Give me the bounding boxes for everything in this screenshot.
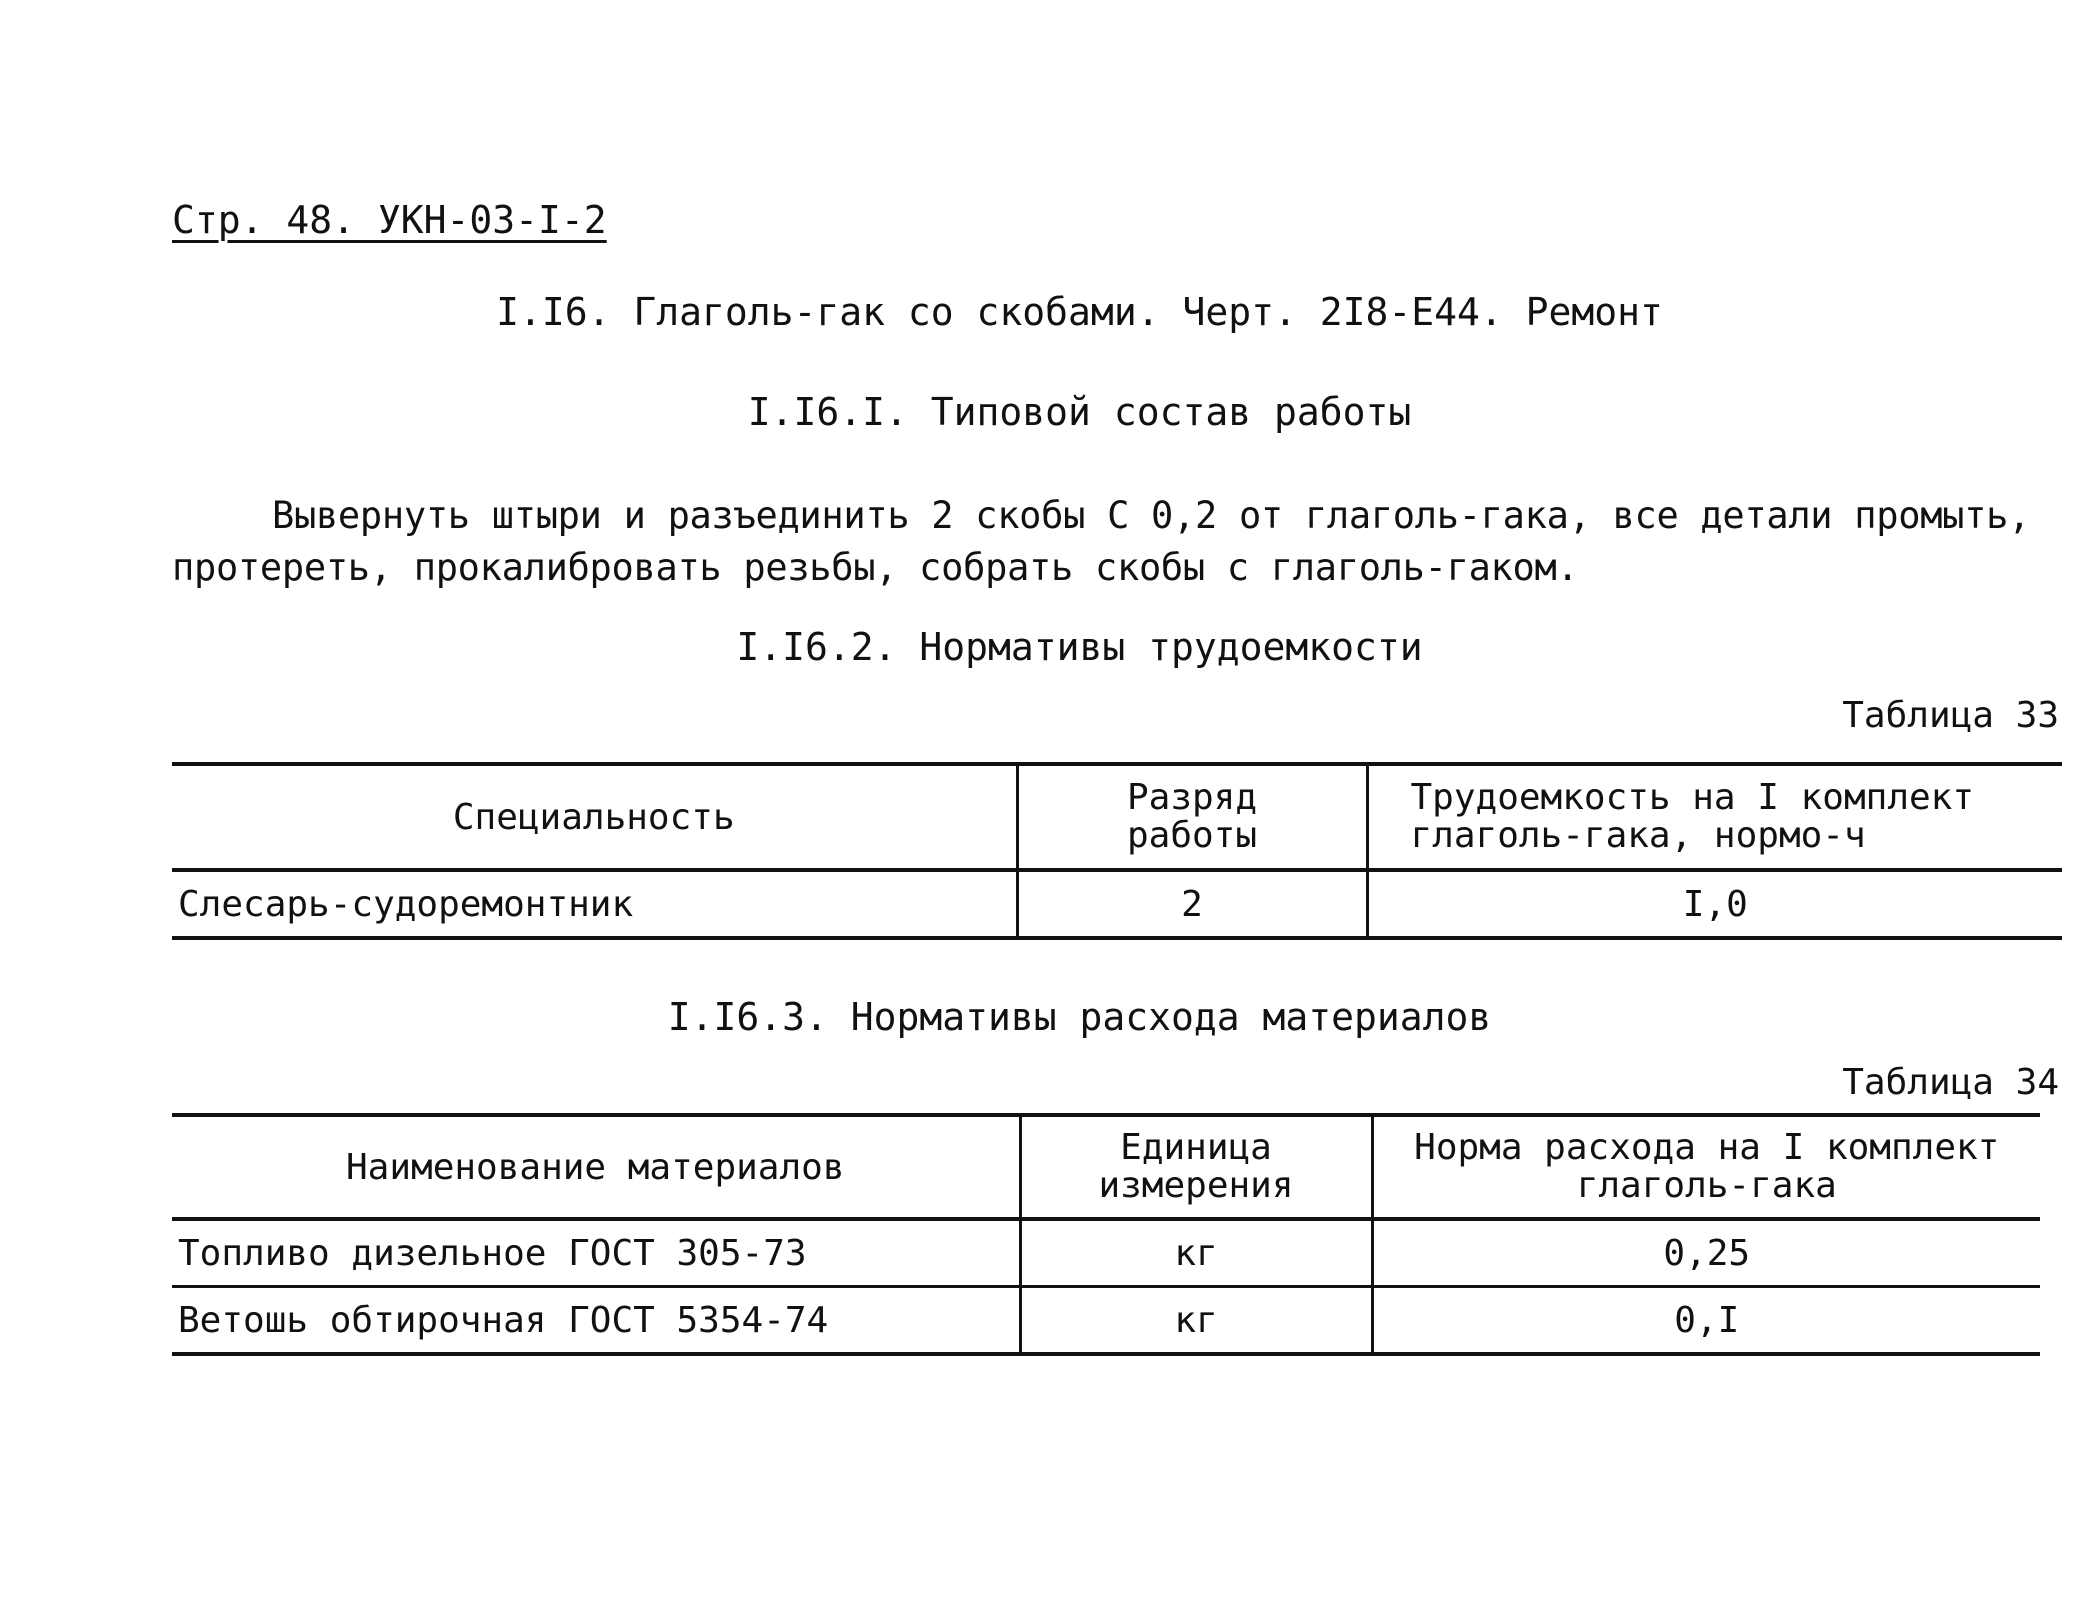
cell-norm: 0,25 — [1372, 1219, 2040, 1287]
column-header-grade-line1: Разряд — [1126, 777, 1258, 818]
subsection-title-labor-norms: I.I6.2. Нормативы трудоемкости — [736, 625, 1423, 669]
table-header-row — [172, 764, 2062, 870]
section-title: I.I6. Глаголь-гак со скобами. Черт. 2I8-Е44. Ремонт — [496, 290, 1663, 334]
column-header-norm-line1: Норма расхода на I комплект — [1414, 1127, 2000, 1168]
subsection-title-work-composition: I.I6.I. Типовой состав работы — [747, 390, 1412, 434]
cell-norm: 0,I — [1372, 1287, 2040, 1355]
table-33-caption: Таблица 33 — [1842, 695, 2059, 736]
material-norms-table — [172, 1113, 2040, 1356]
table-row — [172, 1287, 2040, 1355]
column-header-norm — [1372, 1115, 2040, 1219]
labor-norms-table — [172, 762, 2062, 940]
column-header-grade — [1017, 764, 1367, 870]
cell-specialty: Слесарь-судоремонтник — [178, 883, 634, 925]
table-row — [172, 1219, 2040, 1287]
column-header-grade-line2: работы — [1126, 815, 1258, 856]
column-header-labor-line2: глаголь-гака, нормо-ч — [1410, 815, 1866, 856]
column-header-labor — [1367, 764, 2062, 870]
column-header-material: Наименование материалов — [172, 1115, 1020, 1219]
column-header-unit-line1: Единица — [1120, 1127, 1272, 1168]
column-header-unit — [1020, 1115, 1372, 1219]
table-row — [172, 870, 2062, 938]
cell-grade: 2 — [1017, 870, 1367, 938]
table-header-row — [172, 1115, 2040, 1219]
cell-material: Ветошь обтирочная ГОСТ 5354-74 — [178, 1299, 829, 1341]
table-34-caption: Таблица 34 — [1842, 1062, 2059, 1103]
cell-material: Топливо дизельное ГОСТ 305-73 — [172, 1219, 1020, 1287]
column-header-specialty: Специальность — [172, 764, 1017, 870]
subsection-title-material-norms: I.I6.3. Нормативы расхода материалов — [667, 995, 1492, 1039]
page-header: Стр. 48. УКН-03-I-2 — [172, 198, 607, 242]
column-header-unit-line2: измерения — [1098, 1165, 1294, 1206]
cell-unit: кг — [1020, 1219, 1372, 1287]
cell-unit: кг — [1020, 1287, 1372, 1355]
column-header-labor-line1: Трудоемкость на I комплект — [1410, 777, 1975, 818]
work-description-paragraph: Вывернуть штыри и разъединить 2 скобы С 0,2 от глаголь-гака, все детали промыть, протереть, прокалибровать резьбы, собрать скобы с глаголь-гаком. — [172, 494, 2031, 589]
cell-labor: I,0 — [1367, 870, 2062, 938]
column-header-norm-line2: глаголь-гака — [1576, 1165, 1837, 1206]
